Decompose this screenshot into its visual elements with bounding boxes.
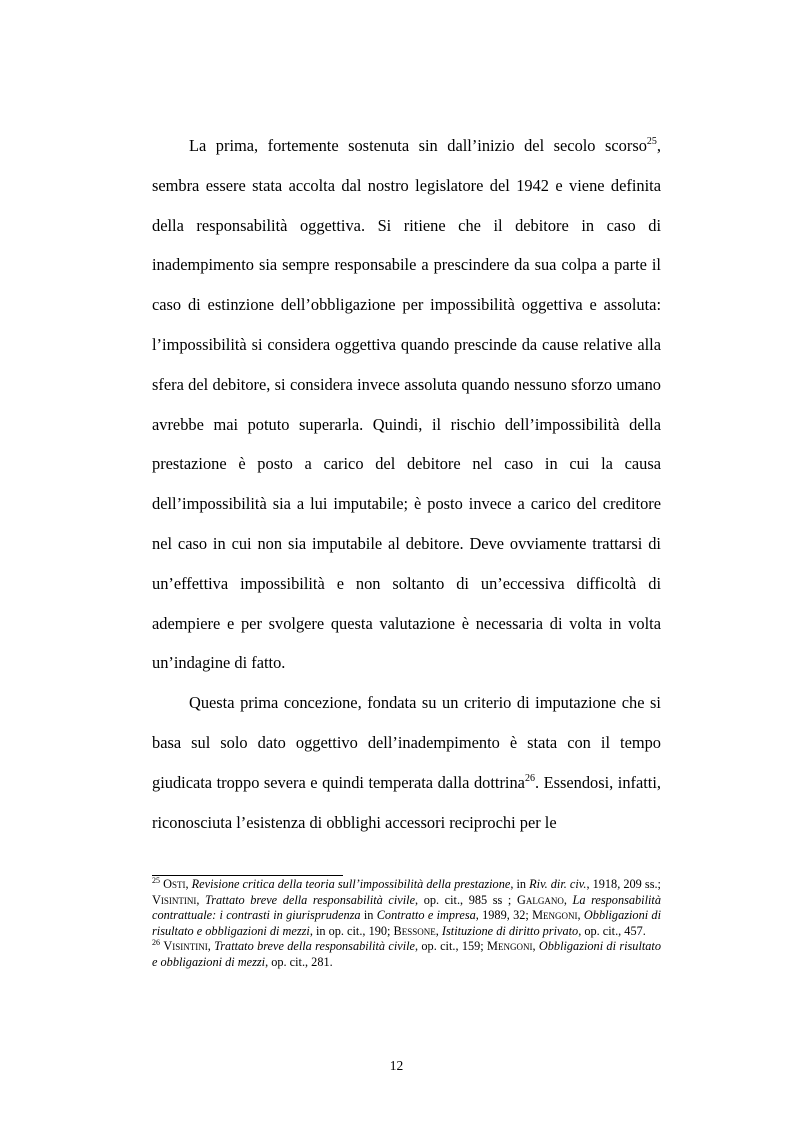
footnote-ref-25: 25: [646, 136, 657, 147]
work-title: Istituzione di diritto privato: [441, 923, 579, 938]
author: Osti: [163, 877, 186, 891]
work-title: Obbligazioni di risultato e obbligazioni di mezzi: [152, 939, 662, 969]
work-title: La responsabilità contrattuale: i contrasti in giurisprudenza: [152, 892, 661, 923]
footnotes: [152, 877, 661, 971]
page-number: 12: [389, 1058, 404, 1073]
paragraph-1: [152, 126, 661, 683]
footnote-25: $^{25}$ Osti, Revisione critica della teoria sull’impossibilità della prestazione, in Riv. dir. civ., 1918, 209 ss.; Visintini, Trattato breve della responsabilità civile, op. cit., 985 ss ; Galgano, La responsabilità contrattuale: i contrasti in giurisprudenza in Contratto e impresa, 1989, 32; Mengoni, Obbligazioni di risultato e obbligazioni di mezzi, in op. cit., 190; Bessone, Istituzione di diritto privato, op. cit., 457.: [152, 876, 662, 938]
paragraph-2-text-a: Questa prima concezione, fondata su un criterio di imputazione che si basa sul solo dato oggettivo dell’inadempimento è stata con il tempo giudicata troppo severa e quindi temperata dalla dottrina: [152, 693, 661, 792]
work-title: Trattato breve della responsabilità civile: [205, 892, 416, 907]
paragraph-1-text-b: , sembra essere stata accolta dal nostro legislatore del 1942 e viene definita della responsabilità oggettiva. Si ritiene che il debitore in caso di inadempimento sia sempre responsabile a prescindere da sua colpa a parte il caso di estinzione dell’obbligazione per impossibilità oggettiva e assoluta: l’impossibilità si considera oggettiva quando prescinde da cause relative alla sfera del debitore, si considera invece assoluta quando nessuno sforzo umano avrebbe mai potuto superarla. Quindi, il rischio dell’impossibilità della prestazione è posto a carico del debitore nel caso in cui la causa dell’impossibilità sia a lui imputabile; è posto invece a carico del creditore nel caso in cui non sia imputabile al debitore. Deve ovviamente trattarsi di un’effettiva impossibilità e non soltanto di un’eccessiva difficoltà di adempiere e per svolgere questa valutazione è necessaria di volta in volta un’indagine di fatto.: [152, 136, 661, 673]
footnote-ref-26: 26: [524, 772, 535, 784]
work-title: Revisione critica della teoria sull’impossibilità della prestazione: [191, 877, 511, 891]
footnote-number: 25: [152, 876, 160, 885]
author: Galgano: [516, 892, 564, 907]
footnote-26: $^{26}$ Visintini, Trattato breve della responsabilità civile, op. cit., 159; Mengoni, Obbligazioni di risultato e obbligazioni di mezzi, op. cit., 281.: [152, 938, 662, 969]
work-title: Trattato breve della responsabilità civile: [214, 939, 416, 954]
work-title: Obbligazioni di risultato e obbligazioni di mezzi: [152, 908, 662, 938]
author: Bessone: [393, 923, 436, 938]
journal-title: Contratto e impresa: [376, 908, 476, 923]
author: Mengoni: [532, 908, 578, 923]
paragraph-1-text-a: La prima, fortemente sostenuta sin dall’inizio del secolo scorso: [189, 136, 647, 155]
paragraph-2: [152, 683, 661, 842]
footnote-number: 26: [152, 938, 160, 948]
body-text: [152, 126, 661, 842]
paragraph-2-text-b: . Essendosi, infatti, riconosciuta l’esistenza di obblighi accessori reciprochi per le: [152, 772, 662, 832]
journal-title: Riv. dir. civ.: [529, 877, 587, 891]
footnote-separator: [152, 875, 343, 876]
author: Visintini: [152, 892, 197, 907]
author: Mengoni: [487, 939, 533, 954]
author: Visintini: [163, 939, 208, 954]
